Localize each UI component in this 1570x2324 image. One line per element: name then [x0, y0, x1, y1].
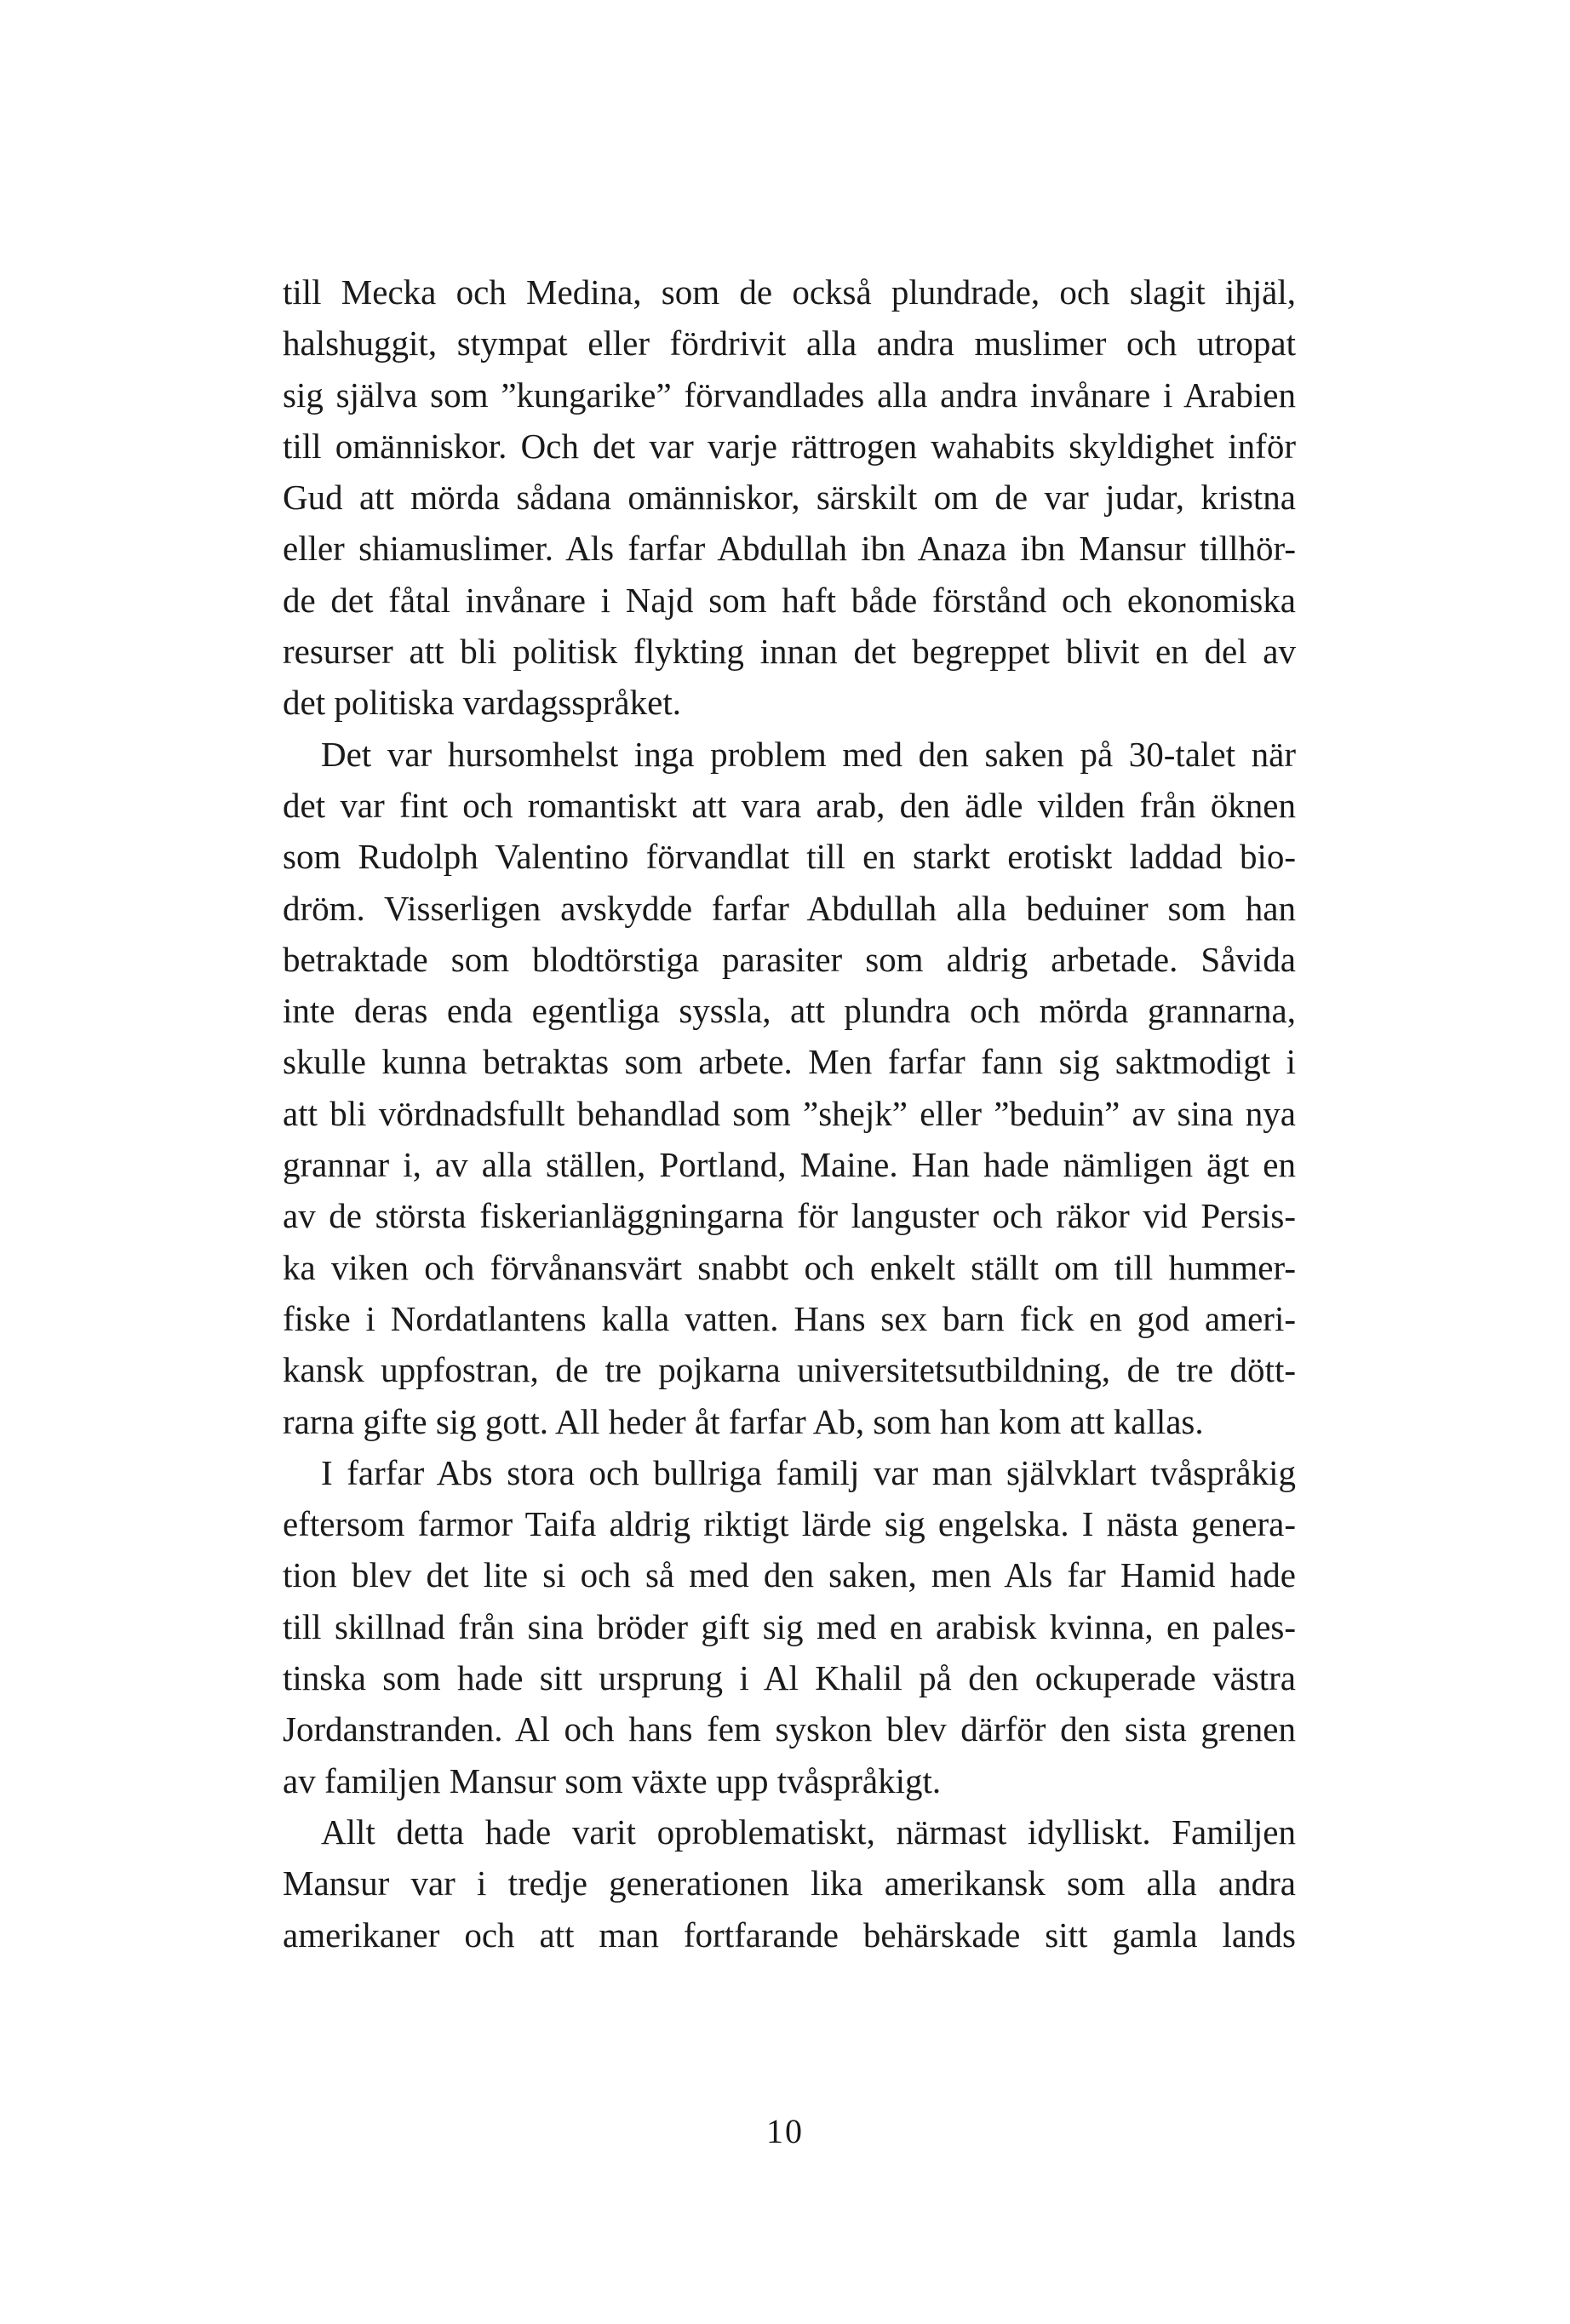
paragraph [283, 266, 1296, 729]
text-line: inte deras enda egentliga syssla, att plundra och mörda grannarna, [283, 991, 1296, 1031]
text-line: kansk uppfostran, de tre pojkarna universitetsutbildning, de tre dött- [283, 1350, 1296, 1390]
text-line: av de största fiskerianläggningarna för languster och räkor vid Persis- [283, 1196, 1296, 1236]
text-line: eller shiamuslimer. Als farfar Abdullah ibn Anaza ibn Mansur tillhör- [283, 529, 1296, 569]
text-line: till skillnad från sina bröder gift sig med en arabisk kvinna, en pales- [283, 1606, 1296, 1646]
text-line: som Rudolph Valentino förvandlat till en starkt erotiskt laddad bio- [283, 837, 1296, 877]
text-line: Det var hursomhelst inga problem med den saken på 30-talet när [321, 734, 1296, 774]
text-line: Mansur var i tredje generationen lika amerikansk som alla andra [283, 1863, 1296, 1903]
paragraph [283, 729, 1296, 1447]
text-line: skulle kunna betraktas som arbete. Men farfar fann sig saktmodigt i [283, 1042, 1296, 1082]
text-line: dröm. Visserligen avskydde farfar Abdullah alla beduiner som han [283, 888, 1296, 928]
text-line: ka viken och förvånansvärt snabbt och enkelt ställt om till hummer- [283, 1247, 1296, 1287]
text-line: Jordanstranden. Al och hans fem syskon blev därför den sista grenen [283, 1709, 1296, 1749]
text-line: de det fåtal invånare i Najd som haft både förstånd och ekonomiska [283, 580, 1296, 620]
text-line: till omänniskor. Och det var varje rättrogen wahabits skyldighet inför [283, 426, 1296, 466]
text-line: grannar i, av alla ställen, Portland, Maine. Han hade nämligen ägt en [283, 1145, 1296, 1185]
paragraph [283, 1447, 1296, 1806]
text-line: av familjen Mansur som växte upp tvåspråkigt. [283, 1760, 942, 1800]
text-line: resurser att bli politisk flykting innan det begreppet blivit en del av [283, 632, 1296, 672]
text-line: eftersom farmor Taifa aldrig riktigt lärde sig engelska. I nästa genera- [283, 1504, 1296, 1544]
text-line: att bli vördnadsfullt behandlad som ”shejk” eller ”beduin” av sina nya [283, 1093, 1296, 1133]
text-line: det var fint och romantiskt att vara arab, den ädle vilden från öknen [283, 785, 1296, 825]
text-line: tinska som hade sitt ursprung i Al Khalil på den ockuperade västra [283, 1658, 1296, 1698]
text-line: halshuggit, stympat eller fördrivit alla andra muslimer och utropat [283, 323, 1296, 363]
text-line: tion blev det lite si och så med den saken, men Als far Hamid hade [283, 1555, 1296, 1595]
paragraph [283, 1806, 1296, 1961]
text-line: fiske i Nordatlantens kalla vatten. Hans sex barn fick en god ameri- [283, 1298, 1296, 1338]
text-line: Gud att mörda sådana omänniskor, särskilt om de var judar, kristna [283, 478, 1296, 518]
text-line: rarna gifte sig gott. All heder åt farfar Ab, som han kom att kallas. [283, 1401, 1204, 1441]
body-text [283, 266, 1296, 1961]
text-line: till Mecka och Medina, som de också plundrade, och slagit ihjäl, [283, 272, 1296, 312]
text-line: sig själva som ”kungarike” förvandlades alla andra invånare i Arabien [283, 375, 1296, 415]
text-line: betraktade som blodtörstiga parasiter som aldrig arbetade. Såvida [283, 939, 1296, 979]
text-line: I farfar Abs stora och bullriga familj var man självklart tvåspråkig [321, 1452, 1296, 1492]
text-line: det politiska vardagsspråket. [283, 683, 681, 723]
text-line: amerikaner och att man fortfarande behärskade sitt gamla lands [283, 1915, 1296, 1955]
text-line: Allt detta hade varit oproblematiskt, närmast idylliskt. Familjen [321, 1812, 1296, 1852]
page-number: 10 [766, 2112, 804, 2150]
